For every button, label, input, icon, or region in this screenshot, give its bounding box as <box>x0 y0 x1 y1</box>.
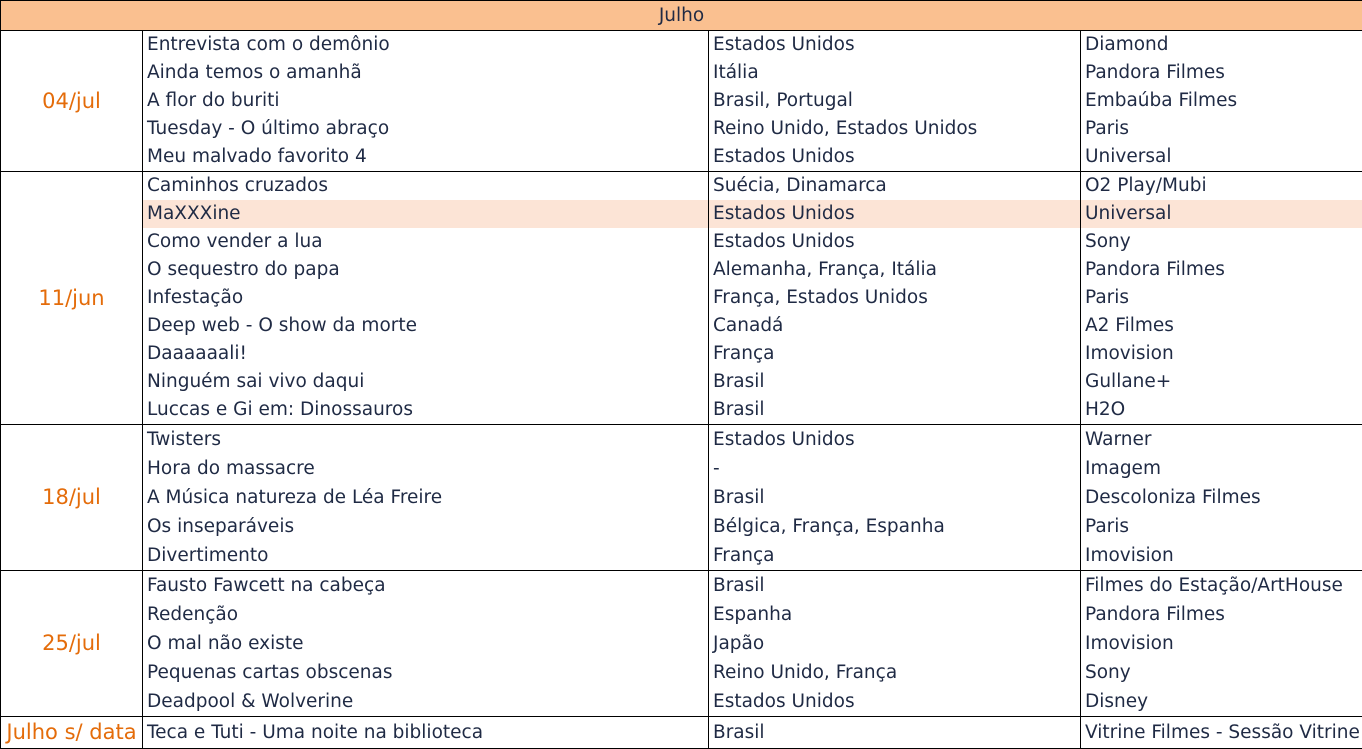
movie-country: Estados Unidos <box>709 200 1081 228</box>
table-row <box>1 340 1362 368</box>
movie-title: Redenção <box>143 600 709 629</box>
movie-distributor: Sony <box>1081 228 1362 256</box>
movie-country: Brasil <box>709 717 1081 749</box>
table-row <box>1 59 1362 87</box>
movie-title: Luccas e Gi em: Dinossauros <box>143 396 709 425</box>
movie-title: Deadpool & Wolverine <box>143 687 709 717</box>
movie-distributor: Imovision <box>1081 629 1362 658</box>
movie-country: Estados Unidos <box>709 228 1081 256</box>
movie-country: Espanha <box>709 600 1081 629</box>
month-title: Julho <box>1 1 1362 31</box>
movie-distributor: Paris <box>1081 284 1362 312</box>
movie-country: - <box>709 454 1081 483</box>
movie-title: Pequenas cartas obscenas <box>143 658 709 687</box>
movie-title: Teca e Tuti - Uma noite na biblioteca <box>143 717 709 749</box>
movie-title: MaXXXine <box>143 200 709 228</box>
movie-title: Daaaaaali! <box>143 340 709 368</box>
movie-distributor: H2O <box>1081 396 1362 425</box>
movie-country: Japão <box>709 629 1081 658</box>
table-row <box>1 571 1362 601</box>
movie-distributor: Paris <box>1081 512 1362 541</box>
table-row <box>1 454 1362 483</box>
movie-country: Estados Unidos <box>709 425 1081 455</box>
movie-distributor: Imovision <box>1081 340 1362 368</box>
movie-distributor: Descoloniza Filmes <box>1081 483 1362 512</box>
table-row <box>1 541 1362 571</box>
table-row <box>1 629 1362 658</box>
movie-distributor: Diamond <box>1081 31 1362 60</box>
movie-title: Caminhos cruzados <box>143 172 709 201</box>
movie-distributor: Pandora Filmes <box>1081 59 1362 87</box>
movie-title: Ninguém sai vivo daqui <box>143 368 709 396</box>
table-row <box>1 658 1362 687</box>
movie-country: Brasil <box>709 483 1081 512</box>
table-row <box>1 512 1362 541</box>
movie-distributor: Imovision <box>1081 541 1362 571</box>
table-row <box>1 31 1362 60</box>
movie-title: A flor do buriti <box>143 87 709 115</box>
movie-distributor: A2 Filmes <box>1081 312 1362 340</box>
movie-country: Canadá <box>709 312 1081 340</box>
release-rows <box>1 31 1362 749</box>
movie-title: Entrevista com o demônio <box>143 31 709 60</box>
movie-title: O sequestro do papa <box>143 256 709 284</box>
movie-title: Twisters <box>143 425 709 455</box>
table-row-highlighted <box>1 200 1362 228</box>
release-date: Julho s/ data <box>1 717 143 749</box>
movie-country: Reino Unido, França <box>709 658 1081 687</box>
movie-country: Suécia, Dinamarca <box>709 172 1081 201</box>
movie-title: O mal não existe <box>143 629 709 658</box>
release-date: 11/jun <box>1 172 143 425</box>
movie-country: Brasil <box>709 571 1081 601</box>
movie-title: Tuesday - O último abraço <box>143 115 709 143</box>
movie-distributor: Embaúba Filmes <box>1081 87 1362 115</box>
movie-title: Fausto Fawcett na cabeça <box>143 571 709 601</box>
movie-distributor: Sony <box>1081 658 1362 687</box>
movie-country: Estados Unidos <box>709 143 1081 172</box>
movie-distributor: O2 Play/Mubi <box>1081 172 1362 201</box>
movie-title: Como vender a lua <box>143 228 709 256</box>
movie-country: França <box>709 340 1081 368</box>
release-date: 18/jul <box>1 425 143 571</box>
movie-title: Meu malvado favorito 4 <box>143 143 709 172</box>
table-row <box>1 143 1362 172</box>
release-date: 04/jul <box>1 31 143 172</box>
table-row <box>1 368 1362 396</box>
movie-distributor: Warner <box>1081 425 1362 455</box>
table-row <box>1 87 1362 115</box>
table-row <box>1 115 1362 143</box>
table-row <box>1 687 1362 717</box>
movie-distributor: Universal <box>1081 200 1362 228</box>
table-row <box>1 284 1362 312</box>
movie-title: Ainda temos o amanhã <box>143 59 709 87</box>
movie-country: Bélgica, França, Espanha <box>709 512 1081 541</box>
movie-title: Divertimento <box>143 541 709 571</box>
movie-country: Itália <box>709 59 1081 87</box>
movie-country: Brasil <box>709 368 1081 396</box>
movie-title: Os inseparáveis <box>143 512 709 541</box>
table-row <box>1 600 1362 629</box>
movie-country: Alemanha, França, Itália <box>709 256 1081 284</box>
movie-title: A Música natureza de Léa Freire <box>143 483 709 512</box>
movie-country: Brasil <box>709 396 1081 425</box>
movie-title: Infestação <box>143 284 709 312</box>
table-row <box>1 425 1362 455</box>
movie-distributor: Paris <box>1081 115 1362 143</box>
movie-distributor: Pandora Filmes <box>1081 256 1362 284</box>
movie-distributor: Imagem <box>1081 454 1362 483</box>
table-row <box>1 312 1362 340</box>
movie-country: França <box>709 541 1081 571</box>
movie-country: Reino Unido, Estados Unidos <box>709 115 1081 143</box>
table-row <box>1 228 1362 256</box>
table-row <box>1 396 1362 425</box>
release-date: 25/jul <box>1 571 143 717</box>
movie-country: Brasil, Portugal <box>709 87 1081 115</box>
movie-distributor: Pandora Filmes <box>1081 600 1362 629</box>
table-row <box>1 483 1362 512</box>
movie-distributor: Filmes do Estação/ArtHouse <box>1081 571 1362 601</box>
month-header-row <box>1 1 1362 31</box>
movie-distributor: Disney <box>1081 687 1362 717</box>
movie-country: Estados Unidos <box>709 687 1081 717</box>
movie-distributor: Gullane+ <box>1081 368 1362 396</box>
table-row <box>1 172 1362 201</box>
movie-country: Estados Unidos <box>709 31 1081 60</box>
table-row <box>1 256 1362 284</box>
table-row <box>1 717 1362 749</box>
movie-title: Deep web - O show da morte <box>143 312 709 340</box>
movie-distributor: Vitrine Filmes - Sessão Vitrine <box>1081 717 1362 749</box>
movie-distributor: Universal <box>1081 143 1362 172</box>
movie-title: Hora do massacre <box>143 454 709 483</box>
movie-country: França, Estados Unidos <box>709 284 1081 312</box>
